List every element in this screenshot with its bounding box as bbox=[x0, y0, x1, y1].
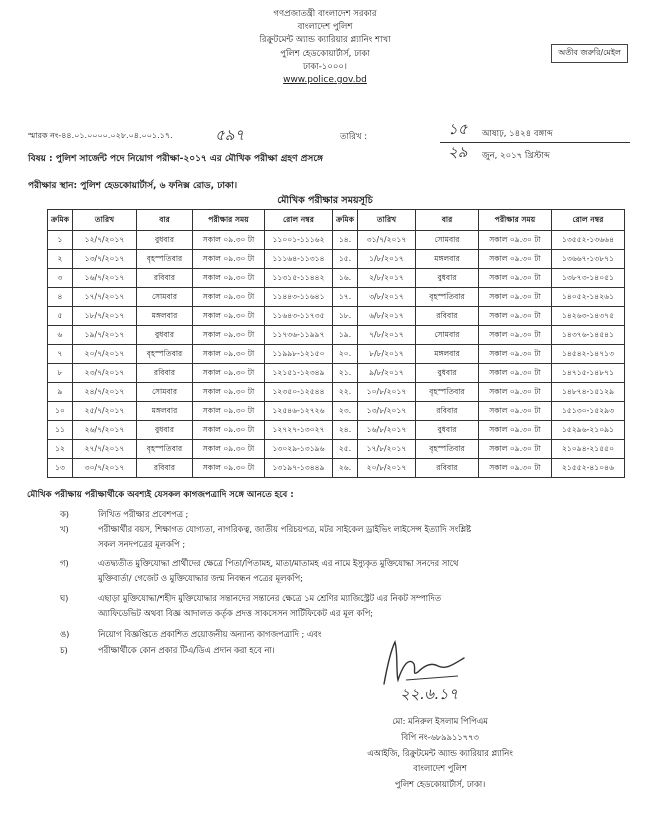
serial-cell: ৬ bbox=[48, 326, 73, 345]
schedule-row bbox=[48, 326, 625, 345]
roll-cell: ১৩৮৭৩-১৪০৫১ bbox=[552, 269, 625, 288]
document-item-text bbox=[98, 556, 618, 587]
serial-cell: ১ bbox=[48, 231, 73, 250]
col-header-time: পরীক্ষার সময় bbox=[193, 210, 265, 231]
document-item-line: নিয়োগ বিজ্ঞপ্তিতে প্রকাশিত প্রয়োজনীয় অন্যান্য কাগজপত্রাদি ; এবং bbox=[98, 629, 322, 639]
roll-cell: ১১১৬৪-১১৩১৪ bbox=[265, 250, 333, 269]
day-cell: রবিবার bbox=[416, 307, 479, 326]
schedule-row bbox=[48, 383, 625, 402]
website-link[interactable]: www.police.gov.bd bbox=[283, 74, 367, 85]
schedule-body bbox=[48, 231, 625, 478]
date-cell: ২/৮/২০১৭ bbox=[358, 269, 416, 288]
date-cell: ৬/৮/২০১৭ bbox=[358, 307, 416, 326]
document-item-label: ক) bbox=[60, 509, 70, 519]
header-line: বাংলাদেশ পুলিশ bbox=[297, 22, 353, 33]
date-cell: ৩০/৭/২০১৭ bbox=[73, 459, 137, 478]
document-item-text bbox=[98, 643, 618, 658]
col-header-roll: রোল নম্বর bbox=[552, 210, 625, 231]
time-cell: সকাল ০৯.৩০ টা bbox=[479, 440, 552, 459]
document-item-text bbox=[98, 627, 618, 642]
date-cell: ২০/৭/২০১৭ bbox=[73, 345, 137, 364]
date-cell: ১৩/৮/২০১৭ bbox=[358, 402, 416, 421]
schedule-row bbox=[48, 345, 625, 364]
serial-cell: ১০ bbox=[48, 402, 73, 421]
serial-cell: ৪ bbox=[48, 288, 73, 307]
bangla-date-text: আষাঢ়, ১৪২৪ বঙ্গাব্দ bbox=[482, 129, 553, 139]
roll-cell: ১২৩৫০-১২৫৪৪ bbox=[265, 383, 333, 402]
subject-line: বিষয় : পুলিশ সার্জেন্ট পদে নিয়োগ পরীক্ষা-২০১৭ এর মৌখিক পরীক্ষা গ্রহণ প্রসঙ্গে bbox=[28, 154, 323, 164]
date-cell: ২৪/৭/২০১৭ bbox=[73, 383, 137, 402]
document-item-line: লিখিত পরীক্ষার প্রবেশপত্র ; bbox=[98, 509, 189, 519]
time-cell: সকাল ০৯.৩০ টা bbox=[193, 364, 265, 383]
memo-number-label: স্মারক নং-৪৪.০১.০০০০.০২৮.০৪.০০১.১৭. bbox=[28, 131, 173, 140]
date-cell: ১৩/৭/২০১৭ bbox=[73, 250, 137, 269]
date-cell: ১/৮/২০১৭ bbox=[358, 250, 416, 269]
col-header-date: তারিখ bbox=[358, 210, 416, 231]
roll-cell: ১৪৫৪২-১৪৭১৩ bbox=[552, 345, 625, 364]
day-cell: রবিবার bbox=[137, 364, 193, 383]
time-cell: সকাল ০৯.৩০ টা bbox=[479, 402, 552, 421]
document-item-text bbox=[98, 522, 618, 553]
time-cell: সকাল ০৯.৩০ টা bbox=[193, 383, 265, 402]
schedule-row bbox=[48, 402, 625, 421]
documents-heading: মৌখিক পরীক্ষায় পরীক্ষার্থীকে অবশ্যই যেসকল কাগজপত্রাদি সঙ্গে আনতে হবে : bbox=[27, 490, 294, 500]
time-cell: সকাল ০৯.৩০ টা bbox=[479, 231, 552, 250]
document-item-line: সকল সনদপত্রের মূলকপি ; bbox=[98, 539, 186, 550]
time-cell: সকাল ০৯.৩০ টা bbox=[479, 250, 552, 269]
roll-cell: ১৪৭১৫-১৪৮৭১ bbox=[552, 364, 625, 383]
document-item-line: পরীক্ষার্থীকে কোন প্রকার টিএ/ডিএ প্রদান করা হবে না। bbox=[98, 645, 275, 655]
day-cell: বৃহস্পতিবার bbox=[416, 288, 479, 307]
header-line: রিক্রুটমেন্ট অ্যান্ড ক্যারিয়ার প্ল্যানিং শাখা bbox=[259, 35, 391, 46]
serial-cell: ৯ bbox=[48, 383, 73, 402]
day-cell: সোমবার bbox=[416, 231, 479, 250]
date-cell: ২৭/৭/২০১৭ bbox=[73, 440, 137, 459]
document-item-line: মুক্তিবার্তা/ গেজেট ও মুক্তিযোদ্ধার জন্ম নিবন্ধন পত্রের মূলকপি; bbox=[98, 573, 303, 584]
date-cell: ৩১/৭/২০১৭ bbox=[358, 231, 416, 250]
date-cell: ১৬/৭/২০১৭ bbox=[73, 269, 137, 288]
time-cell: সকাল ০৯.৩০ টা bbox=[479, 383, 552, 402]
date-divider bbox=[440, 142, 630, 143]
serial-cell: ১৬. bbox=[333, 269, 358, 288]
signer-line: বিপি নং-৬৮৯৯১১৭৭৩ bbox=[401, 731, 479, 742]
schedule-header-row bbox=[48, 210, 625, 231]
time-cell: সকাল ০৯.৩০ টা bbox=[479, 269, 552, 288]
date-cell: ১৭/৭/২০১৭ bbox=[73, 288, 137, 307]
day-cell: মঙ্গলবার bbox=[137, 402, 193, 421]
roll-cell: ১১৭৩৬-১১৯৯৭ bbox=[265, 326, 333, 345]
exam-venue: পরীক্ষার স্থান: পুলিশ হেডকোয়ার্টার্স, ৬ ফনিক্স রোড, ঢাকা। bbox=[28, 181, 238, 191]
serial-cell: ২০. bbox=[333, 345, 358, 364]
day-cell: বুধবার bbox=[137, 231, 193, 250]
day-cell: বৃহস্পতিবার bbox=[137, 440, 193, 459]
serial-cell: ২ bbox=[48, 250, 73, 269]
time-cell: সকাল ০৯.৩০ টা bbox=[193, 459, 265, 478]
serial-cell: ২৫. bbox=[333, 440, 358, 459]
header-line: ঢাকা-১০০০। bbox=[303, 61, 347, 72]
handwritten-bangla-day: ১৫ bbox=[448, 120, 468, 138]
day-cell: বৃহস্পতিবার bbox=[137, 250, 193, 269]
schedule-title: মৌখিক পরীক্ষার সময়সূচি bbox=[277, 195, 373, 206]
date-cell: ২৩/৭/২০১৭ bbox=[73, 364, 137, 383]
serial-cell: ২২. bbox=[333, 383, 358, 402]
date-cell: ১৯/৭/২০১৭ bbox=[73, 326, 137, 345]
col-header-serial: ক্রমিক bbox=[48, 210, 73, 231]
schedule-table bbox=[47, 209, 625, 478]
serial-cell: ৭ bbox=[48, 345, 73, 364]
day-cell: বৃহস্পতিবার bbox=[416, 440, 479, 459]
signer-line: বাংলাদেশ পুলিশ bbox=[413, 763, 467, 774]
document-item-label: খ) bbox=[60, 524, 69, 534]
header-line: গণপ্রজাতন্ত্রী বাংলাদেশ সরকার bbox=[273, 9, 377, 19]
col-header-roll: রোল নম্বর bbox=[265, 210, 333, 231]
document-item-label: ঘ) bbox=[60, 593, 69, 603]
time-cell: সকাল ০৯.৩০ টা bbox=[193, 402, 265, 421]
signer-line: এআইজি, রিক্রুটমেন্ট অ্যান্ড ক্যারিয়ার প্ল্যানিং bbox=[367, 747, 513, 758]
time-cell: সকাল ০৯.৩০ টা bbox=[193, 307, 265, 326]
serial-cell: ১৭. bbox=[333, 288, 358, 307]
day-cell: বৃহস্পতিবার bbox=[416, 383, 479, 402]
date-cell: ২৫/৭/২০১৭ bbox=[73, 402, 137, 421]
date-cell: ১৬/৮/২০১৭ bbox=[358, 421, 416, 440]
time-cell: সকাল ০৯.৩০ টা bbox=[193, 345, 265, 364]
serial-cell: ৮ bbox=[48, 364, 73, 383]
time-cell: সকাল ০৯.৩০ টা bbox=[193, 250, 265, 269]
document-item-label: চ) bbox=[60, 645, 68, 655]
roll-cell: ১২১৫১-১২৩৪৯ bbox=[265, 364, 333, 383]
roll-cell: ১১৩১৫-১১৪৪২ bbox=[265, 269, 333, 288]
document-item-line: এছাড়া মুক্তিযোদ্ধা/শহীদ মুক্তিযোদ্ধার সন্তানদের সন্তানের ক্ষেত্রে ১ম শ্রেণির ম্যাজিস্ট্রেট এর নিকট সম্পাদিত bbox=[98, 593, 442, 603]
roll-cell: ২১৫৫২-৪১০৪৬ bbox=[552, 459, 625, 478]
schedule-row bbox=[48, 231, 625, 250]
date-cell: ১৮/৭/২০১৭ bbox=[73, 307, 137, 326]
serial-cell: ৫ bbox=[48, 307, 73, 326]
english-date-text: জুন, ২০১৭ খ্রিস্টাব্দ bbox=[482, 151, 550, 161]
roll-cell: ১৩৬৬৭-১৩৮৭১ bbox=[552, 250, 625, 269]
col-header-serial: ক্রমিক bbox=[333, 210, 358, 231]
time-cell: সকাল ০৯.৩০ টা bbox=[193, 269, 265, 288]
day-cell: রবিবার bbox=[416, 459, 479, 478]
time-cell: সকাল ০৯.৩০ টা bbox=[193, 421, 265, 440]
serial-cell: ১৩ bbox=[48, 459, 73, 478]
schedule-row bbox=[48, 440, 625, 459]
serial-cell: ৩ bbox=[48, 269, 73, 288]
serial-cell: ২৩. bbox=[333, 402, 358, 421]
schedule-row bbox=[48, 269, 625, 288]
schedule-row bbox=[48, 288, 625, 307]
serial-cell: ২৪. bbox=[333, 421, 358, 440]
roll-cell: ১৪০৫২-১৪২৬১ bbox=[552, 288, 625, 307]
day-cell: বুধবার bbox=[416, 421, 479, 440]
roll-cell: ১২৭২৭-১৩০২৭ bbox=[265, 421, 333, 440]
date-cell: ১০/৮/২০১৭ bbox=[358, 383, 416, 402]
roll-cell: ১৩১৯৭-১৩৪৪৯ bbox=[265, 459, 333, 478]
roll-cell: ১৪৩৭৬-১৪৫৪১ bbox=[552, 326, 625, 345]
date-cell: ৯/৮/২০১৭ bbox=[358, 364, 416, 383]
roll-cell: ১৫২৯৬-২১০৯১ bbox=[552, 421, 625, 440]
serial-cell: ১৪. bbox=[333, 231, 358, 250]
date-cell: ৭/৮/২০১৭ bbox=[358, 326, 416, 345]
date-cell: ৩/৮/২০১৭ bbox=[358, 288, 416, 307]
date-cell: ১৭/৮/২০১৭ bbox=[358, 440, 416, 459]
signer-line: মো: মনিরুল ইসলাম পিপিএম bbox=[392, 716, 488, 726]
header-line: পুলিশ হেডকোয়ার্টার্স, ঢাকা bbox=[280, 48, 370, 59]
date-label: তারিখ : bbox=[340, 132, 368, 142]
signer-block bbox=[240, 714, 640, 793]
roll-cell: ১১৯৯৮-১২১৫০ bbox=[265, 345, 333, 364]
time-cell: সকাল ০৯.৩০ টা bbox=[479, 288, 552, 307]
serial-cell: ১১ bbox=[48, 421, 73, 440]
time-cell: সকাল ০৯.৩০ টা bbox=[479, 459, 552, 478]
date-cell: ১২/৭/২০১৭ bbox=[73, 231, 137, 250]
day-cell: মঙ্গলবার bbox=[137, 307, 193, 326]
time-cell: সকাল ০৯.৩০ টা bbox=[479, 364, 552, 383]
time-cell: সকাল ০৯.৩০ টা bbox=[479, 326, 552, 345]
day-cell: বৃহস্পতিবার bbox=[137, 345, 193, 364]
document-item-line: অ্যাফিডেভিট অথবা বিজ্ঞ আদালত কর্তৃক প্রদত্ত সাকসেসন সার্টিফিকেট এর মূল কপি; bbox=[98, 608, 374, 619]
schedule-row bbox=[48, 364, 625, 383]
date-cell: ২৬/৭/২০১৭ bbox=[73, 421, 137, 440]
day-cell: বুধবার bbox=[416, 269, 479, 288]
day-cell: সোমবার bbox=[137, 383, 193, 402]
day-cell: সোমবার bbox=[137, 288, 193, 307]
day-cell: রবিবার bbox=[137, 269, 193, 288]
date-cell: ২০/৮/২০১৭ bbox=[358, 459, 416, 478]
handwritten-signature-date: ২২.৬.১৭ bbox=[400, 685, 459, 703]
day-cell: মঙ্গলবার bbox=[416, 345, 479, 364]
time-cell: সকাল ০৯.৩০ টা bbox=[193, 288, 265, 307]
day-cell: রবিবার bbox=[137, 459, 193, 478]
document-item-line: পরীক্ষার্থীর বয়স, শিক্ষাগত যোগ্যতা, নাগরিকত্ব, জাতীয় পরিচয়পত্র, মটর সাইকেল ড্রাইভিং লাইসেন্স ইত্যাদি সংশ্লিষ্ট bbox=[98, 524, 472, 534]
serial-cell: ১২ bbox=[48, 440, 73, 459]
time-cell: সকাল ০৯.৩০ টা bbox=[193, 326, 265, 345]
day-cell: বুধবার bbox=[416, 364, 479, 383]
col-header-day: বার bbox=[137, 210, 193, 231]
date-cell: ৮/৮/২০১৭ bbox=[358, 345, 416, 364]
roll-cell: ১৩৫৫২-১৩৬৬৪ bbox=[552, 231, 625, 250]
document-item-line: এতদ্ব্যতীত মুক্তিযোদ্ধা প্রার্থীদের ক্ষেত্রে পিতা/পিতামহ, মাতা/মাতামহ এর নামে ইস্যুকৃত মুক্তিযোদ্ধা সনদের সাথে bbox=[98, 558, 459, 568]
schedule-row bbox=[48, 421, 625, 440]
schedule-row bbox=[48, 459, 625, 478]
roll-cell: ১১৪৪৩-১১৬৪১ bbox=[265, 288, 333, 307]
day-cell: বুধবার bbox=[137, 326, 193, 345]
day-cell: সোমবার bbox=[416, 326, 479, 345]
roll-cell: ১৪৮৭৪-১৫১২৯ bbox=[552, 383, 625, 402]
time-cell: সকাল ০৯.৩০ টা bbox=[479, 307, 552, 326]
document-item-text bbox=[98, 591, 618, 622]
time-cell: সকাল ০৯.৩০ টা bbox=[479, 421, 552, 440]
roll-cell: ১৪২৬৩-১৪৩৭৫ bbox=[552, 307, 625, 326]
col-header-time: পরীক্ষার সময় bbox=[479, 210, 552, 231]
day-cell: মঙ্গলবার bbox=[416, 250, 479, 269]
time-cell: সকাল ০৯.৩০ টা bbox=[193, 231, 265, 250]
time-cell: সকাল ০৯.৩০ টা bbox=[479, 345, 552, 364]
schedule-row bbox=[48, 307, 625, 326]
serial-cell: ১৮. bbox=[333, 307, 358, 326]
roll-cell: ১৫১৩০-১৫২৯৩ bbox=[552, 402, 625, 421]
col-header-date: তারিখ bbox=[73, 210, 137, 231]
urgent-mail-badge: অতীব জরুরি/মেইল bbox=[551, 44, 628, 63]
schedule-row bbox=[48, 250, 625, 269]
day-cell: রবিবার bbox=[416, 402, 479, 421]
roll-cell: ১৩০২৯-১৩১৯৬ bbox=[265, 440, 333, 459]
roll-cell: ২১০৯৪-২১৫৫০ bbox=[552, 440, 625, 459]
roll-cell: ১১০০১-১১১৬২ bbox=[265, 231, 333, 250]
serial-cell: ২১. bbox=[333, 364, 358, 383]
document-item-text bbox=[98, 507, 618, 522]
handwritten-memo-number: ৫৯৭ bbox=[215, 126, 245, 144]
time-cell: সকাল ০৯.৩০ টা bbox=[193, 440, 265, 459]
col-header-day: বার bbox=[416, 210, 479, 231]
signer-line: পুলিশ হেডকোয়ার্টার্স, ঢাকা। bbox=[394, 779, 486, 789]
serial-cell: ১৫. bbox=[333, 250, 358, 269]
roll-cell: ১২৫৪৬-১২৭২৬ bbox=[265, 402, 333, 421]
serial-cell: ২৬. bbox=[333, 459, 358, 478]
document-item-label: গ) bbox=[60, 558, 69, 568]
day-cell: বুধবার bbox=[137, 421, 193, 440]
handwritten-english-day: ২৯ bbox=[448, 143, 468, 161]
document-item-label: ঙ) bbox=[60, 629, 70, 639]
roll-cell: ১১৬৪৩-১১৭৩৫ bbox=[265, 307, 333, 326]
serial-cell: ১৯. bbox=[333, 326, 358, 345]
